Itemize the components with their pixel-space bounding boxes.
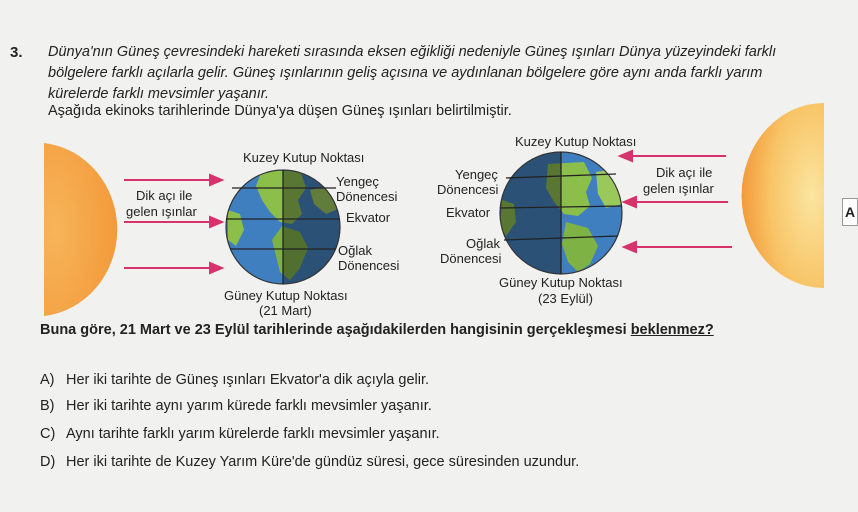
option-a-letter: A) bbox=[40, 372, 55, 388]
option-a[interactable] bbox=[40, 372, 429, 388]
right-tropic-cancer-label-2: Dönencesi bbox=[437, 182, 499, 197]
right-tropic-capricorn-label-2: Dönencesi bbox=[440, 251, 502, 266]
option-c[interactable] bbox=[40, 426, 440, 442]
question-prompt-main: Buna göre, 21 Mart ve 23 Eylül tarihlerinde aşağıdakilerden hangisinin gerçekleşmesi bbox=[40, 322, 631, 338]
sun-right bbox=[742, 103, 824, 288]
right-tropic-capricorn-label-1: Oğlak bbox=[466, 236, 500, 251]
left-tropic-capricorn-label-1: Oğlak bbox=[338, 243, 372, 258]
right-tropic-cancer-label-1: Yengeç bbox=[455, 167, 498, 182]
left-tropic-cancer-label-1: Yengeç bbox=[336, 174, 379, 189]
option-b-text: Her iki tarihte aynı yarım kürede farklı mevsimler yaşanır. bbox=[66, 398, 432, 414]
option-c-text: Aynı tarihte farklı yarım kürelerde farklı mevsimler yaşanır. bbox=[66, 426, 440, 442]
intro-line-2: bölgelere farklı açılarla gelir. Güneş ışınlarının geliş açısına ve aydınlanan bölgelere göre aynı anda farklı yarım bbox=[48, 65, 763, 81]
question-prompt-negation: beklenmez? bbox=[630, 322, 714, 338]
right-rays-label-1: Dik açı ile bbox=[656, 165, 713, 180]
diagram-caption: Aşağıda ekinoks tarihlerinde Dünya'ya düşen Güneş ışınları belirtilmiştir. bbox=[48, 103, 512, 119]
right-rays-label-2: gelen ışınlar bbox=[643, 181, 714, 196]
left-rays-label-2: gelen ışınlar bbox=[126, 204, 197, 219]
left-tropic-capricorn-label-2: Dönencesi bbox=[338, 258, 400, 273]
intro-line-1: Dünya'nın Güneş çevresindeki hareketi sırasında eksen eğikliği nedeniyle Güneş ışınları Dünya yüzeyindeki farklı bbox=[48, 44, 777, 60]
left-south-pole-label: Güney Kutup Noktası bbox=[224, 288, 348, 303]
left-tropic-cancer-label-2: Dönencesi bbox=[336, 189, 398, 204]
option-d-letter: D) bbox=[40, 454, 56, 470]
left-equator-label: Ekvator bbox=[346, 210, 391, 225]
right-equator-label: Ekvator bbox=[446, 205, 491, 220]
left-date-label: (21 Mart) bbox=[259, 303, 312, 318]
edge-tab-letter: A bbox=[842, 198, 858, 226]
option-a-text: Her iki tarihte de Güneş ışınları Ekvator'a dik açıyla gelir. bbox=[66, 372, 430, 388]
option-b[interactable] bbox=[40, 398, 432, 414]
question-prompt bbox=[40, 322, 714, 338]
question-number: 3. bbox=[10, 44, 23, 61]
option-d-text: Her iki tarihte de Kuzey Yarım Küre'de gündüz süresi, gece süresinden uzundur. bbox=[66, 454, 580, 470]
left-rays-label-1: Dik açı ile bbox=[136, 188, 193, 203]
option-d[interactable] bbox=[40, 454, 579, 470]
sun-left bbox=[44, 143, 117, 316]
left-north-pole-label: Kuzey Kutup Noktası bbox=[243, 150, 365, 165]
option-c-letter: C) bbox=[40, 426, 56, 442]
right-north-pole-label: Kuzey Kutup Noktası bbox=[515, 134, 637, 149]
intro-line-3: kürelerde farklı mevsimler yaşanır. bbox=[48, 86, 270, 102]
right-south-pole-label: Güney Kutup Noktası bbox=[499, 275, 623, 290]
right-date-label: (23 Eylül) bbox=[538, 291, 593, 306]
option-b-letter: B) bbox=[40, 398, 55, 414]
